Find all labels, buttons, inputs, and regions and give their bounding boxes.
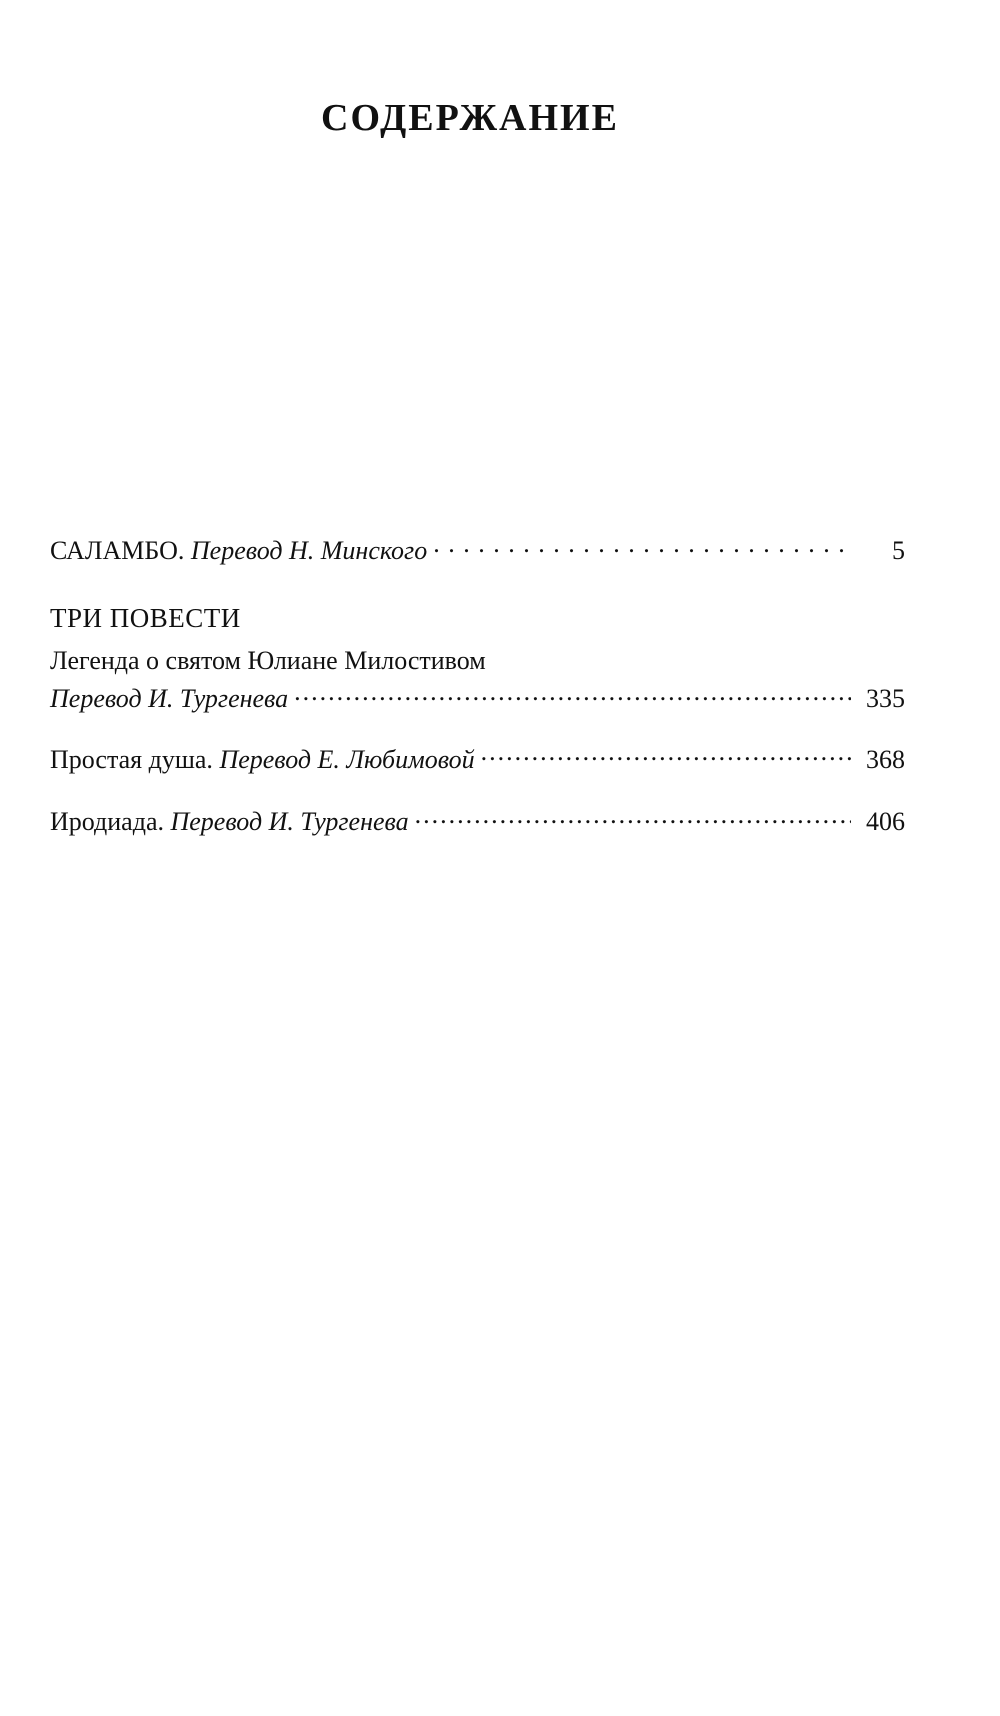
toc-entry-label <box>50 744 475 775</box>
toc-entry-translator: Перевод И. Тургенева <box>170 806 409 836</box>
dot-leader <box>433 528 851 559</box>
toc-entry-translator: Перевод Н. Минского <box>190 536 428 566</box>
dot-leader <box>415 799 851 830</box>
toc-page-number: 335 <box>866 684 905 714</box>
toc-entry-title: Простая душа. <box>50 744 213 774</box>
dot-leader <box>481 736 851 767</box>
toc-entry-label <box>50 806 409 837</box>
toc-entry-translator: Перевод И. Тургенева <box>50 684 289 714</box>
toc-entry-title: Иродиада. <box>50 806 164 836</box>
toc-page-number: 406 <box>866 806 905 836</box>
toc-entry-label <box>50 683 288 714</box>
toc-entry-simple-heart[interactable] <box>50 736 905 774</box>
toc-entry-translator: Перевод Е. Любимовой <box>219 744 475 774</box>
toc-page-number: 368 <box>866 744 905 774</box>
table-of-contents <box>50 528 905 837</box>
toc-page-number: 5 <box>892 536 905 566</box>
toc-entry-label <box>50 535 427 566</box>
toc-entry-salammbo[interactable] <box>50 528 905 566</box>
toc-section-heading: ТРИ ПОВЕСТИ <box>50 603 241 634</box>
toc-entry-title: САЛАМБО. <box>50 536 185 566</box>
dot-leader <box>294 676 851 707</box>
page-title: СОДЕРЖАНИЕ <box>321 97 619 139</box>
toc-entry-julian[interactable] <box>50 676 905 714</box>
toc-entry-julian-title[interactable]: Легенда о святом Юлиане Милостивом <box>50 645 486 675</box>
toc-entry-herodias[interactable] <box>50 799 905 837</box>
